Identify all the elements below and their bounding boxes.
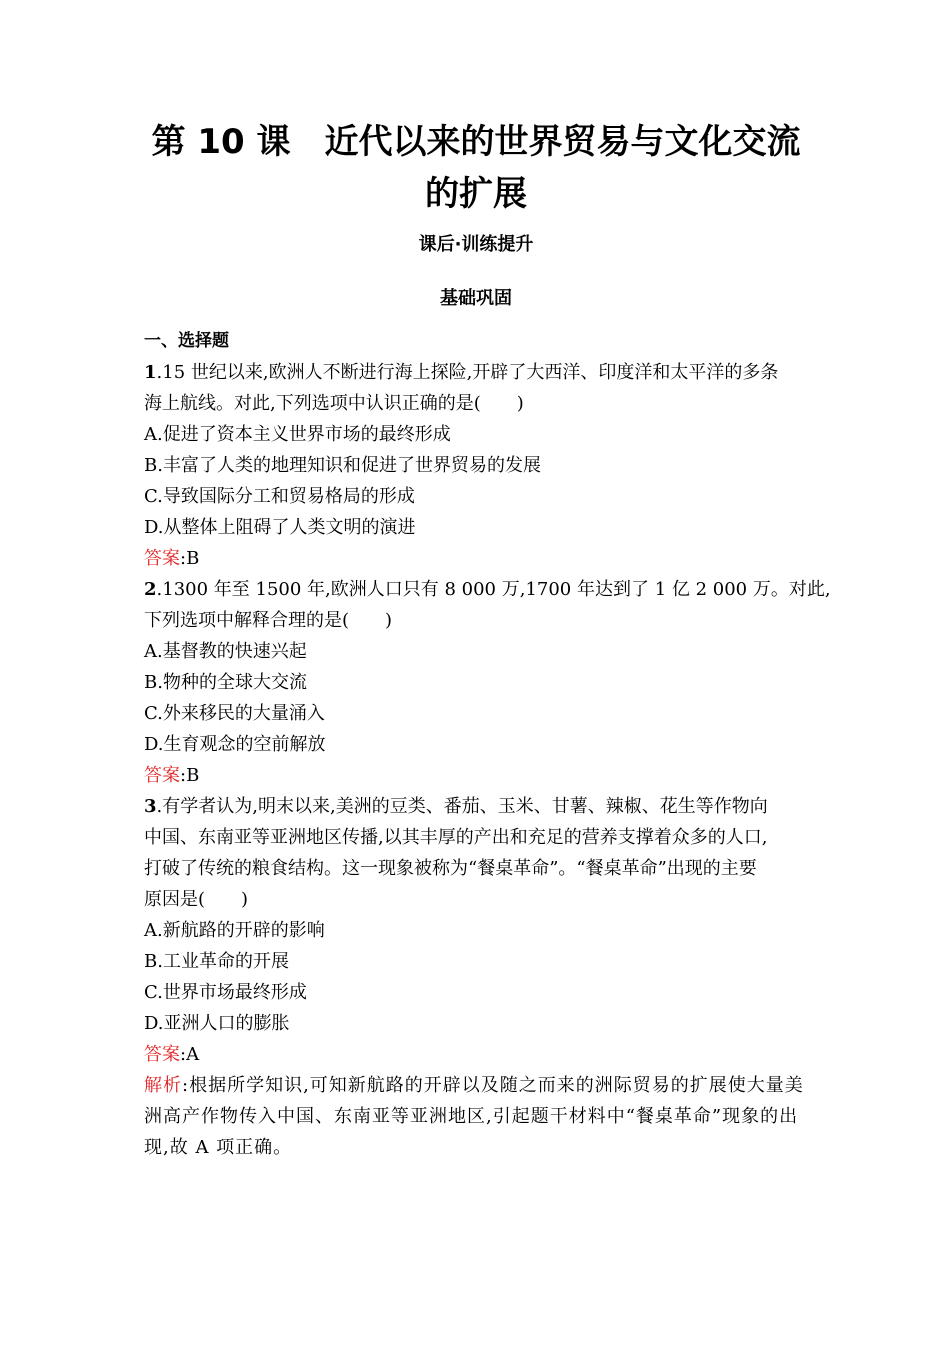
option-a: A.促进了资本主义世界市场的最终形成 [144,424,451,445]
question-stem-line [144,574,831,605]
question-number: 1 [144,362,157,383]
option-a: A.基督教的快速兴起 [144,641,307,662]
option-b: B.物种的全球大交流 [144,672,307,693]
option-d: D.从整体上阻碍了人类文明的演进 [144,517,416,538]
question-stem-line [144,791,808,822]
answer-value: :B [180,548,200,569]
question-number: 2 [144,579,157,600]
answer-label: 答案 [144,765,180,786]
question-3 [144,791,808,1163]
explanation-text: :根据所学知识,可知新航路的开辟以及随之而来的洲际贸易的扩展使大量美 [182,1075,804,1096]
option-a: A.新航路的开辟的影响 [144,920,325,941]
explanation [144,1070,808,1163]
question-stem-line [144,357,808,388]
lesson-title-line-2: 的扩展 [425,174,527,214]
answer-label: 答案 [144,1044,180,1065]
option-d: D.生育观念的空前解放 [144,734,326,755]
option-d: D.亚洲人口的膨胀 [144,1013,290,1034]
explanation-line: 洲高产作物传入中国、东南亚等亚洲地区,引起题干材料中“餐桌革命”现象的出 [144,1106,799,1127]
answer-value: :B [180,765,200,786]
answer-label: 答案 [144,548,180,569]
question-number: 3 [144,796,157,817]
answer-line [144,1039,808,1070]
lesson-title-line-1: 第 10 课 近代以来的世界贸易与文化交流 [151,122,801,162]
subtitle: 课后·训练提升 [418,234,534,255]
explanation-line [144,1070,808,1101]
question-stem-line: 打破了传统的粮食结构。这一现象被称为“餐桌革命”。“餐桌革命”出现的主要 [144,858,757,879]
option-c: C.导致国际分工和贸易格局的形成 [144,486,415,507]
answer-line [144,543,808,574]
option-c: C.外来移民的大量涌入 [144,703,325,724]
option-b: B.丰富了人类的地理知识和促进了世界贸易的发展 [144,455,541,476]
explanation-label: 解析 [144,1075,182,1096]
question-text: .有学者认为,明末以来,美洲的豆类、番茄、玉米、甘薯、辣椒、花生等作物向 [156,796,768,817]
question-text: .1300 年至 1500 年,欧洲人口只有 8 000 万,1700 年达到了 1 亿 2 000 万。对此, [156,579,831,600]
question-stem-line: 原因是( ) [144,889,249,910]
question-stem-line: 海上航线。对此,下列选项中认识正确的是( ) [144,393,524,414]
option-b: B.工业革命的开展 [144,951,289,972]
question-stem-line: 中国、东南亚等亚洲地区传播,以其丰厚的产出和充足的营养支撑着众多的人口, [144,827,768,848]
answer-line [144,760,808,791]
option-c: C.世界市场最终形成 [144,982,307,1003]
answer-value: :A [180,1044,200,1065]
section-title: 基础巩固 [440,288,512,309]
explanation-line: 现,故 A 项正确。 [144,1137,293,1158]
question-1 [144,357,808,574]
section-heading: 一、选择题 [144,331,229,351]
question-list [144,326,831,1163]
question-stem-line: 下列选项中解释合理的是( ) [144,610,393,631]
question-2 [144,574,831,791]
question-text: .15 世纪以来,欧洲人不断进行海上探险,开辟了大西洋、印度洋和太平洋的多条 [156,362,779,383]
